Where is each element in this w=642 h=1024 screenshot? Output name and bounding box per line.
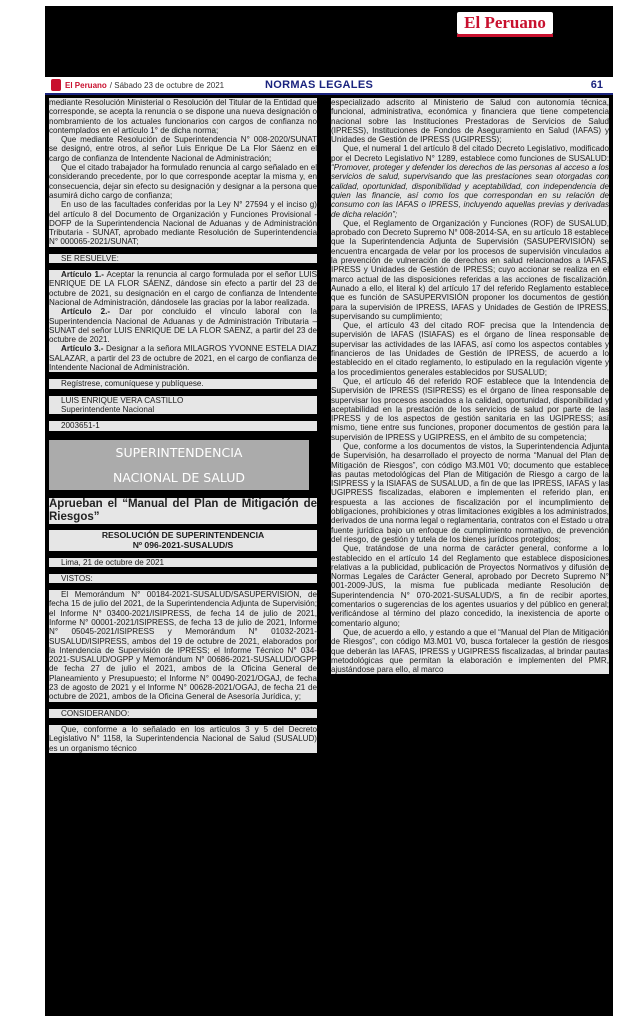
paragraph: Que, de acuerdo a ello, y estando a que el “Manual del Plan de Mitigación de Riesgos”, con código M3.M01 V0, busca fortalecer la gestión de riesgos que deberán las IAFAS, IPRESS y UGIPRESS fiscalizadas, al brindar pautas metodológicas que permitan la elaboración e implementen del PMR, ajustándose para ello, al marco: [331, 627, 609, 675]
article-3-head: Artículo 3.-: [61, 344, 104, 354]
running-head: [45, 77, 613, 95]
resolve-heading: SE RESUELVE:: [49, 254, 317, 263]
institution-banner: [49, 440, 309, 490]
considerando-heading: CONSIDERANDO:: [49, 709, 317, 718]
running-head-date: / Sábado 23 de octubre de 2021: [109, 80, 225, 90]
section-title: NORMAS LEGALES: [265, 79, 374, 91]
article-1-text: Aceptar la renuncia al cargo formulada por el señor LUIS ENRIQUE DE LA FLOR SÁENZ, dándose sin efecto a partir del 23 de octubre de 2021, su designación en el cargo de confianza de Intendente Nacional de Administración, dándosele las gracias por la labor realizada.: [49, 270, 317, 307]
article-2-text: Dar por concluido el vínculo laboral con la Superintendencia Nacional de Aduanas y de Administración Tributaria – SUNAT del señor LUIS ENRIQUE DE LA FLOR SAENZ, a partir del 23 de octubre de 2021.: [49, 307, 317, 345]
paragraph-text: Que, el numeral 1 del artículo 8 del citado Decreto Legislativo, modificado por el Decreto Legislativo N° 1289, establece como funciones de SUSALUD:: [331, 144, 609, 163]
article-headline: Aprueban el “Manual del Plan de Mitigación de Riesgos”: [49, 497, 317, 523]
article-3-text: Designar a la señora MILAGROS YVONNE ESTELA DIAZ SALAZAR, a partir del 23 de octubre de 2021, en el cargo de confianza de Intendente Nacional de Administración.: [49, 344, 317, 373]
left-column: [49, 98, 317, 1016]
article-columns: [45, 98, 613, 1016]
right-column: [331, 98, 609, 1016]
paragraph: El Memorándum N° 00184-2021-SUSALUD/SASUPERVISION, de fecha 15 de julio del 2021, de la Superintendencia Adjunta de Supervisión; el Informe N° 03400-2021/ISIPRESS, de fecha 14 de julio de 2021, Informe N° 00001-2021/ISIPRESS, de fecha 13 de julio de 2021, Informe N° 05045-2021/ISIPRESS y Memorándum N° 01032-2021-SUSALUD/ISIPRESS, ambos del 19 de octubre de 2021, elaborados por la Intendencia de Supervisión de IPRESS; el Informe Técnico N° 034-2021-SUSALUD/OGPP y Memorándum N° 00686-2021-SUSALUD/OGPP de fecha 27 de julio el 2021, ambos de la Oficina General de Planeamiento y Presupuesto; el Informe N° 00490-2021/OGAJ, de fecha 23 de agosto de 2021 y el Informe N° 00628-2021/OGAJ, de fecha 21 de octubre de 2021, ambos de la Oficina General de Asesoría Jurídica, y;: [49, 590, 317, 702]
page-number: 61: [590, 79, 603, 91]
paragraph: Que mediante Resolución de Superintendencia N° 008-2020/SUNAT se designó, entre otros, al señor Luis Enrique De La Flor Sáenz en el cargo de confianza de Intendente Nacional de Administración;: [49, 135, 317, 163]
quoted-text: “Promover, proteger y defender los derechos de las personas al acceso a los servicios de salud, supervisando que las prestaciones sean otorgadas con calidad, oportunidad, disponibilidad y aceptabilidad, con independencia de quien las financie, así como los que correspondan en su relación de consumo con las IAFAS o IPRESS, incluyendo aquellas previas y derivadas de dicha relación”;: [331, 163, 609, 219]
paragraph: Que el citado trabajador ha formulado renuncia al cargo señalado en el considerando precedente, por lo que corresponde aceptar la misma y, en consecuencia, dejar sin efecto su designación y designar a la persona que asumirá dicho cargo de confianza;: [49, 163, 317, 200]
signatory-name: LUIS ENRIQUE VERA CASTILLO: [49, 396, 317, 405]
paragraph: mediante Resolución Ministerial o Resolución del Titular de la Entidad que corresponde, se acepta la renuncia o se dispone una nueva designación o nombramiento de los actuales funcionarios con cargos de confianza no contemplados en el artículo 1° de dicha norma;: [49, 98, 317, 135]
banner-line-2: NACIONAL DE SALUD: [112, 469, 246, 485]
logo-text: El Peruano: [464, 13, 546, 32]
newspaper-page: [45, 6, 613, 1016]
running-head-brand: El Peruano: [65, 80, 107, 90]
el-peruano-logo: [457, 12, 553, 34]
paragraph: Que, el artículo 43 del citado ROF precisa que la Intendencia de supervisión de IAFAS (ISIAFAS) es el órgano de línea responsable de supervisar las actividades de las IAFAS, así como los aspectos contables y financieros de las Unidades de Gestión de IPRESS, de acuerdo a lo establecido en el citado reglamento, lo estipulado en la regulación vigente y a los procedimientos generales establecidos por SUSALUD;: [331, 321, 609, 377]
article-2-head: Artículo 2.-: [61, 307, 111, 317]
article-3: [49, 344, 317, 372]
place-date: Lima, 21 de octubre de 2021: [49, 558, 317, 567]
vistos-heading: VISTOS:: [49, 574, 317, 583]
banner-line-1: SUPERINTENDENCIA: [115, 444, 243, 460]
article-2: [49, 307, 317, 344]
logo-underline: [457, 34, 553, 37]
paragraph: En uso de las facultades conferidas por la Ley N° 27594 y el inciso g) del artículo 8 del Documento de Organización y Funciones Provisional - DOFP de la Superintendencia Nacional de Aduanas y de Administración Tributaria - SUNAT, aprobado mediante Resolución de Superintendencia N° 000065-2021/SUNAT;: [49, 200, 317, 247]
paragraph: Que, el Reglamento de Organización y Funciones (ROF) de SUSALUD, aprobado con Decreto Supremo N° 008-2014-SA, en su artículo 18 establece que la Superintendencia Adjunta de Supervisión (SASUPERVISIÓN) se encuentra encargada de velar por los procesos de supervisión vinculados a la prevención de vulneración de derechos en salud relacionados a IAFAS, IPRESS y Unidades de Gestión de IPRESS; cuyo accionar se realiza en el marco actual de las disposiciones referidas a las acciones de fiscalización. Aunado a ello, el literal k) del artículo 17 del referido Reglamento establece que es función de SASUPERVISIÓN proponer los documentos de gestión para la supervisión de IPRESS, IAFAS y Unidades de Gestión de IPRESS, supervisando su cumplimiento;: [331, 218, 609, 321]
resolution-line-1: RESOLUCIÓN DE SUPERINTENDENCIA: [101, 529, 265, 540]
paragraph: Que, el artículo 46 del referido ROF establece que la Intendencia de Supervisión de IPRESS (ISIPRESS) es el órgano de línea responsable de supervisar los procesos asociados a la calidad, oportunidad, disponibilidad y aceptabilidad en la prestación de los servicios de salud por parte de las IPRESS y de los aspectos de gestión sanitaria en las UGIPRESS; así mismo, tiene entre sus funciones, proponer documentos de gestión para la supervisión de IPRESS y UGIPRESS, en el ámbito de su competencia;: [331, 376, 609, 442]
article-1-head: Artículo 1.-: [61, 270, 104, 280]
masthead: [45, 6, 613, 77]
coat-of-arms-icon: [51, 79, 61, 91]
paragraph: especializado adscrito al Ministerio de Salud con autonomía técnica, funcional, administrativa, económica y financiera que tiene competencia nacional sobre las Instituciones Prestadoras de Servicios de Salud (IPRESS), Instituciones de Fondos de Aseguramiento en Salud (IAFAS) y Unidades de Gestión de IPRESS (UGIPRESS);: [331, 98, 609, 145]
closing-formula: Regístrese, comuníquese y publíquese.: [49, 379, 317, 388]
article-1: [49, 270, 317, 307]
resolution-number: [49, 530, 317, 551]
publication-code: 2003651-1: [49, 421, 317, 430]
paragraph: Que, tratándose de una norma de carácter general, conforme a lo establecido en el artículo 14 del Reglamento que establece disposiciones relativas a la publicidad, publicación de Proyectos Normativos y difusión de Normas Legales de Carácter General, aprobado por Decreto Supremo N° 001-2009-JUS, la misma fue publicada mediante Resolución de Superintendencia N° 070-2021-SUSALUD/S, a fin de recibir aportes, comentarios o sugerencias de los agentes usuarios y del público en general; verificándose al término del plazo concedido, la inexistencia de aporte o comentario alguno;: [331, 544, 609, 628]
paragraph: Que, conforme a lo señalado en los artículos 3 y 5 del Decreto Legislativo N° 1158, la Superintendencia Nacional de Salud (SUSALUD) es un organismo técnico: [49, 724, 317, 753]
paragraph: Que, conforme a los documentos de vistos, la Superintendencia Adjunta de Supervisión, ha desarrollado el proyecto de norma “Manual del Plan de Mitigación de Riesgos”, con código M3.M01 V0; documento que establece las pautas metodológicas del Plan de Mitigación de Riesgo a cargo de la ISIPRESS y la ISIAFAS de SUSALUD, a fin de que las IPRESS, IAFAS y las UGIPRESS fiscalizadas, elaboren e implementen el referido plan, en respuesta a las acciones de fiscalización por el incumplimiento de obligaciones, prohibiciones y otras limitaciones exigibles a los administrados, derivados de una norma legal o reglamentaria, contratos con el Estado u otra fuente jurídica bajo un enfoque de cumplimiento normativo, de prevención del riesgo, de gestión y tutela de los bienes jurídicos protegidos;: [331, 441, 609, 544]
signatory-title: Superintendente Nacional: [49, 405, 317, 414]
resolution-line-2: Nº 096-2021-SUSALUD/S: [132, 540, 234, 550]
paragraph: [331, 144, 609, 218]
